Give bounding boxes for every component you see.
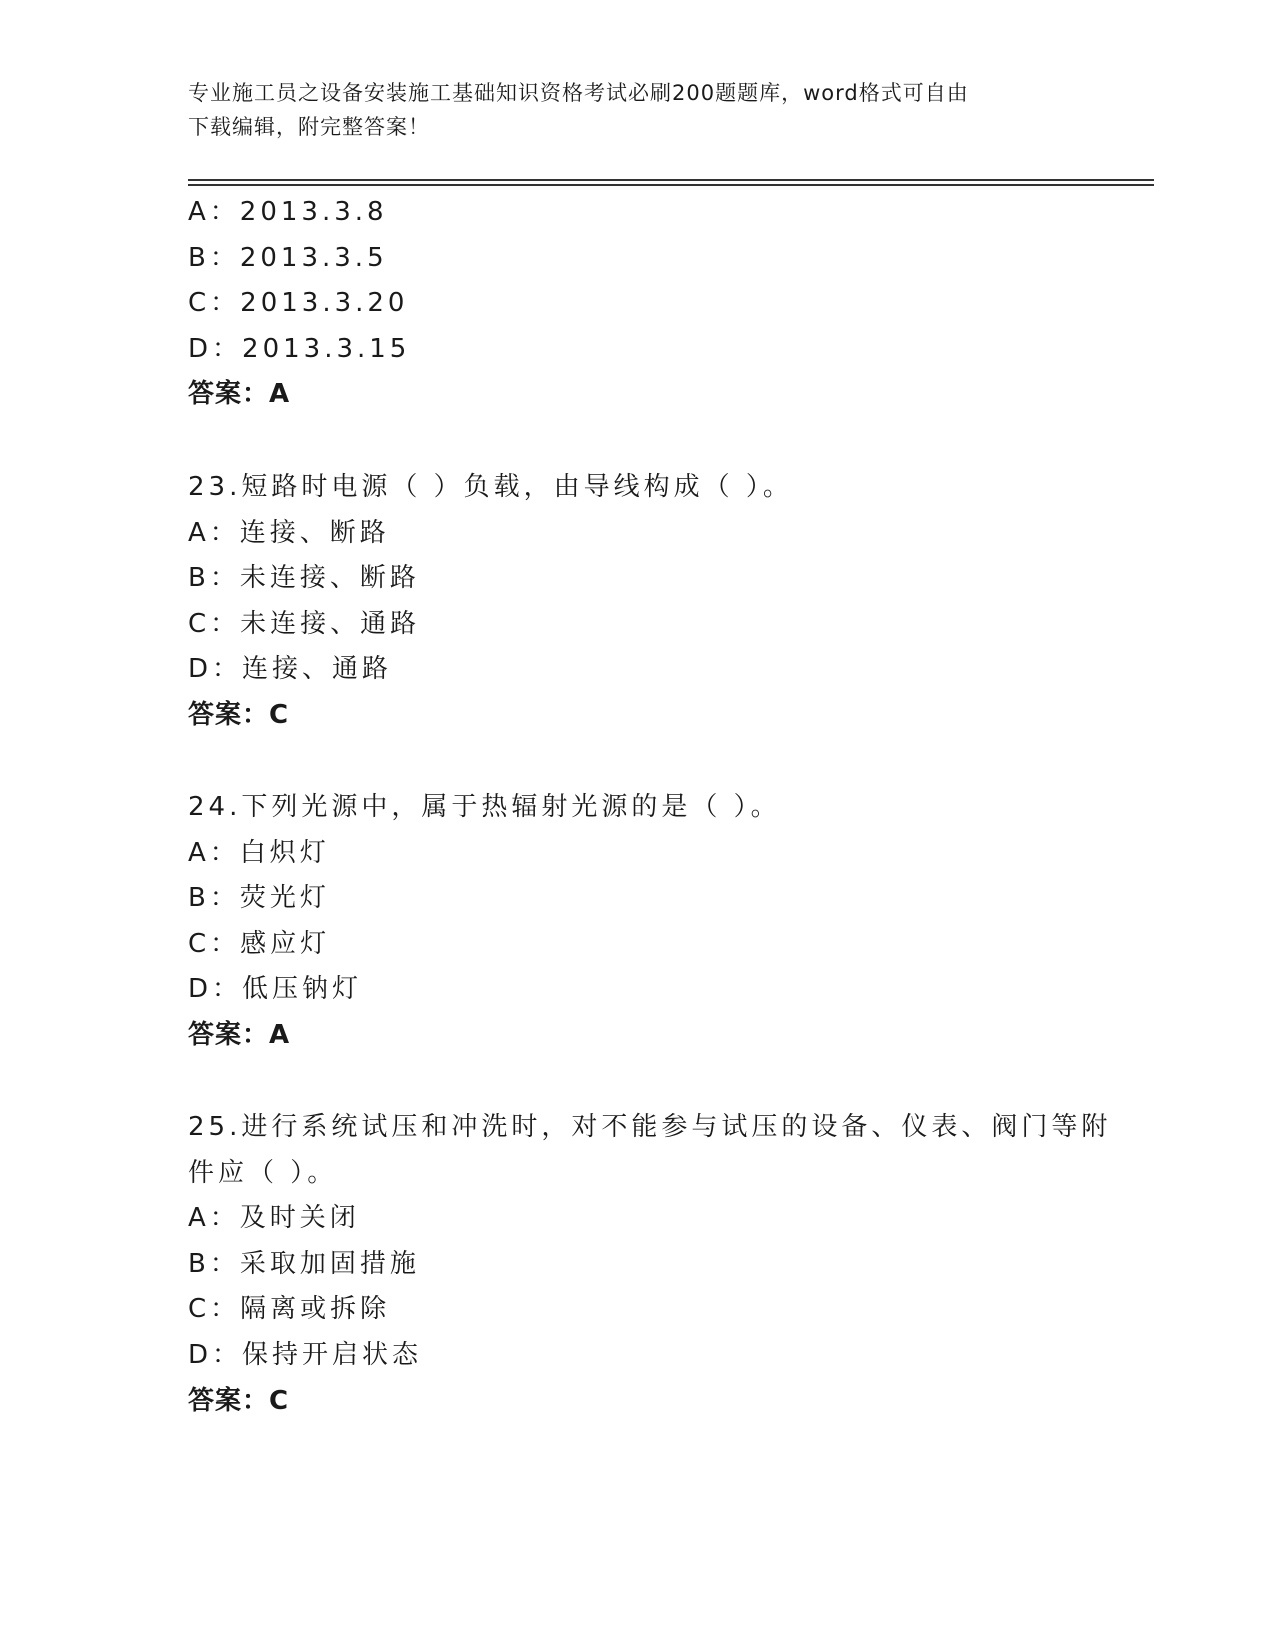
option-b: B：未连接、断路 — [188, 563, 420, 594]
answer-line: 答案：C — [188, 699, 290, 730]
question-25 — [188, 1105, 1148, 1424]
option-d: D：2013.3.15 — [188, 333, 411, 364]
question-stem: 24.下列光源中，属于热辐射光源的是（ ）。 — [188, 792, 781, 822]
option-a: A：及时关闭 — [188, 1203, 360, 1234]
question-stem-line-2: 件应（ ）。 — [188, 1157, 338, 1188]
answer-line: 答案：A — [188, 1019, 291, 1050]
option-c: C：隔离或拆除 — [188, 1294, 391, 1325]
option-c: C：2013.3.20 — [188, 288, 409, 319]
header-title-line-2: 下载编辑，附完整答案！ — [188, 115, 430, 139]
question-22-continued — [188, 190, 1148, 418]
question-stem-line-1: 25.进行系统试压和冲洗时，对不能参与试压的设备、仪表、阀门等附 — [188, 1112, 1112, 1142]
header-divider-bottom — [188, 184, 1154, 186]
option-a: A：白炽灯 — [188, 837, 330, 868]
option-c: C：感应灯 — [188, 928, 331, 959]
option-b: B：2013.3.5 — [188, 242, 388, 273]
option-a: A：连接、断路 — [188, 517, 390, 548]
answer-line: 答案：A — [188, 379, 291, 410]
document-header — [188, 76, 1088, 144]
option-c: C：未连接、通路 — [188, 608, 421, 639]
option-d: D：连接、通路 — [188, 654, 393, 685]
option-d: D：低压钠灯 — [188, 974, 363, 1005]
option-b: B：采取加固措施 — [188, 1248, 420, 1279]
header-title-line-1: 专业施工员之设备安装施工基础知识资格考试必刷200题题库，word格式可自由 — [188, 81, 969, 105]
option-d: D：保持开启状态 — [188, 1339, 423, 1370]
question-23 — [188, 465, 1148, 739]
question-24 — [188, 785, 1148, 1059]
option-a: A：2013.3.8 — [188, 197, 388, 227]
answer-line: 答案：C — [188, 1385, 290, 1416]
question-stem: 23.短路时电源（ ）负载，由导线构成（ ）。 — [188, 472, 793, 502]
option-b: B：荧光灯 — [188, 883, 330, 914]
header-divider-top — [188, 179, 1154, 181]
